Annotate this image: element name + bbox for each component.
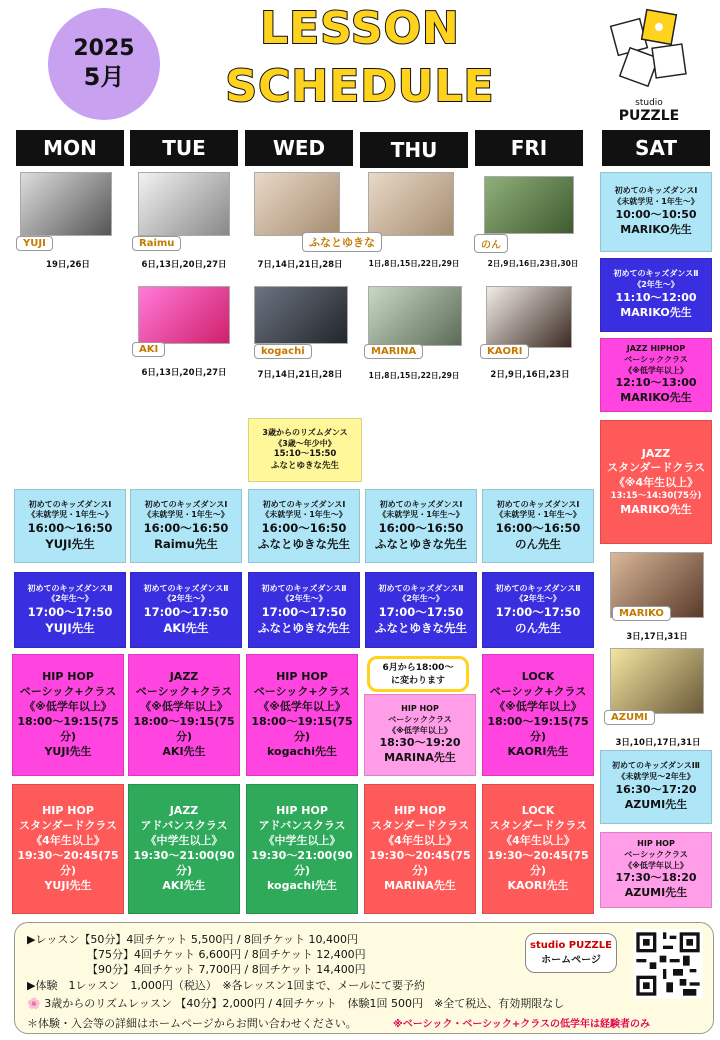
class-time: 16:30～17:20	[615, 782, 697, 796]
class-sub: 《※低学年以上》	[24, 700, 112, 714]
class-kids2-thu	[365, 572, 477, 648]
class-genre: HIP HOP	[42, 804, 94, 818]
instructor-name-tag: MARIKO	[612, 606, 671, 621]
class-teacher: KAORI先生	[507, 744, 569, 758]
class-time: 19:30～21:00(90分)	[251, 849, 353, 877]
class-kids1-mon	[14, 489, 126, 563]
class-time: 16:00～16:50	[27, 521, 113, 536]
qr-code-icon[interactable]	[633, 929, 703, 999]
class-basic-thu	[364, 694, 476, 776]
class-genre: HIP HOP	[637, 838, 675, 848]
class-adv-wed	[246, 784, 358, 914]
class-genre: JAZZ	[169, 804, 199, 818]
class-adv-thu	[364, 784, 476, 914]
class-sat-kids1	[600, 172, 712, 252]
class-teacher: AKI先生	[163, 620, 209, 635]
class-teacher: のん先生	[515, 620, 561, 635]
instructor-photo-kaori	[486, 286, 572, 348]
badge-line1: studio PUZZLE	[530, 940, 612, 951]
note-line1: 6月から18:00～	[382, 663, 454, 673]
class-genre: JAZZ	[641, 446, 671, 460]
class-time: 18:00～19:15(75分)	[487, 715, 589, 743]
class-sub: 《4年生以上》	[31, 834, 105, 848]
class-sub: 《2年生～》	[398, 594, 444, 604]
class-title: 初めてのキッズダンスⅠ	[144, 499, 228, 509]
class-kids2-mon	[14, 572, 126, 648]
logo-name: PUZZLE	[618, 108, 680, 124]
contact-line: ＊体験・入会等の詳細はホームページからお問い合わせください。	[27, 1017, 357, 1030]
class-sat-jazzhiphop	[600, 338, 712, 412]
instructor-dates: 2日,9日,16日,23日	[490, 370, 570, 380]
instructor-name-tag: Raimu	[132, 236, 181, 251]
instructor-photo-aki	[138, 286, 230, 344]
instructor-photo-azumi	[610, 648, 704, 714]
class-title: スタンダードクラス	[606, 461, 705, 475]
day-fri: FRI	[475, 130, 583, 166]
class-teacher: AZUMI先生	[624, 797, 688, 811]
day-wed: WED	[245, 130, 353, 166]
class-teacher: AKI先生	[162, 744, 206, 758]
instructor-dates: 3日,10日,17日,31日	[615, 738, 701, 748]
class-time: 17:30～18:20	[615, 871, 697, 885]
class-sub: 《※低学年以上》	[624, 860, 688, 870]
class-teacher: ふなとゆきな先生	[375, 536, 467, 551]
class-sub: 《※低学年以上》	[140, 700, 228, 714]
instructor-dates: 3日,17日,31日	[626, 632, 688, 642]
class-kids1-tue	[130, 489, 242, 563]
instructor-name-tag: kogachi	[254, 344, 312, 359]
class-basic-mon	[12, 654, 124, 776]
class-title: スタンダードクラス	[488, 819, 587, 833]
class-title: ベーシック+クラス	[253, 685, 351, 699]
class-sub: 《2年生～》	[163, 594, 209, 604]
class-time: 17:00～17:50	[261, 605, 347, 620]
class-title: ベーシック+クラス	[135, 685, 233, 699]
instructor-photo-non	[484, 176, 574, 234]
class-sat-kids12	[600, 750, 712, 824]
class-genre: LOCK	[521, 804, 555, 818]
class-time: 13:15～14:30(75分)	[610, 491, 702, 502]
class-title: 初めてのキッズダンスⅡ	[27, 583, 113, 593]
class-teacher: ふなとゆきな先生	[258, 620, 350, 635]
class-title: 初めてのキッズダンスⅠ	[496, 499, 580, 509]
class-title: 初めてのキッズダンスⅠⅡ	[612, 761, 700, 771]
class-time: 16:00～16:50	[261, 521, 347, 536]
class-time: 17:00～17:50	[143, 605, 229, 620]
class-kids2-wed	[248, 572, 360, 648]
class-sub: 《2年生～》	[47, 594, 93, 604]
instructor-name-tag: MARINA	[364, 344, 423, 359]
class-title: 初めてのキッズダンスⅡ	[495, 583, 581, 593]
class-title: スタンダードクラス	[18, 819, 117, 833]
class-sub: 《4年生以上》	[383, 834, 457, 848]
trial-line: ▶体験 1レッスン 1,000円（税込） ※各レッスン1回まで、メールにて要予約	[27, 979, 426, 992]
class-teacher: ふなとゆきな先生	[258, 536, 350, 551]
instructor-dates: 2日,9日,16日,23日,30日	[487, 259, 579, 268]
day-thu: THU	[360, 132, 468, 168]
instructor-dates: 7日,14日,21日,28日	[257, 370, 343, 380]
class-adv-fri	[482, 784, 594, 914]
class-time: 15:10～15:50	[273, 449, 337, 460]
class-sub: 《※低学年以上》	[258, 700, 346, 714]
class-time: 12:10～13:00	[615, 376, 697, 390]
class-title: ベーシッククラス	[624, 354, 688, 364]
class-sub: 《3歳～年少中》	[274, 438, 336, 448]
class-adv-mon	[12, 784, 124, 914]
class-teacher: Raimu先生	[154, 536, 218, 551]
class-kids2-fri	[482, 572, 594, 648]
class-sub: 《4年生以上》	[501, 834, 575, 848]
instructor-name-tag: KAORI	[480, 344, 529, 359]
day-mon: MON	[16, 130, 124, 166]
class-sub: 《未就学児・1年生～》	[143, 510, 229, 520]
class-sub: 《未就学児・1年生～》	[27, 510, 113, 520]
pricing-info	[14, 922, 714, 1034]
class-title: 初めてのキッズダンスⅠ	[262, 499, 346, 509]
class-teacher: YUJI先生	[45, 620, 95, 635]
instructor-photo-funato1	[254, 172, 340, 236]
class-title: アドバンスクラス	[258, 819, 346, 833]
price-line-75: 【75分】4回チケット 6,600円 / 8回チケット 12,400円	[87, 948, 366, 961]
class-teacher: MARIKO先生	[620, 305, 692, 319]
class-teacher: YUJI先生	[44, 744, 92, 758]
instructor-name-tag: のん	[474, 234, 508, 253]
class-title: ベーシック+クラス	[489, 685, 587, 699]
instructor-name-tag: AZUMI	[604, 710, 655, 725]
class-time: 19:30～20:45(75分)	[369, 849, 471, 877]
class-teacher: ふなとゆきな先生	[270, 460, 339, 471]
note-line2: に変わります	[390, 676, 445, 686]
price-line-90: 【90分】4回チケット 7,700円 / 8回チケット 14,400円	[87, 963, 366, 976]
basic-note: ※ベーシック・ベーシック+クラスの低学年は経験者のみ	[393, 1019, 651, 1030]
instructor-photo-funato2	[368, 172, 454, 236]
class-sub: 《未就学児～2年生》	[617, 772, 695, 782]
instructor-photo-marina	[368, 286, 462, 346]
class-sub: 《※4年生以上》	[613, 476, 699, 490]
class-title: ベーシッククラス	[388, 714, 452, 724]
class-teacher: MARINA先生	[384, 751, 456, 765]
class-basic-fri	[482, 654, 594, 776]
class-title: 初めてのキッズダンスⅡ	[613, 269, 699, 279]
puzzle-icon	[606, 8, 692, 96]
class-teacher: MARINA先生	[384, 878, 456, 892]
class-sub: 《2年生～》	[515, 594, 561, 604]
class-time: 17:00～17:50	[27, 605, 113, 620]
class-genre: HIP HOP	[401, 703, 439, 713]
class-title: ベーシッククラス	[624, 849, 688, 859]
instructor-dates: 6日,13日,20日,27日	[141, 368, 227, 378]
class-sat-jazz	[600, 420, 712, 544]
class-title: 初めてのキッズダンスⅡ	[378, 583, 464, 593]
class-adv-tue	[128, 784, 240, 914]
class-time: 16:00～16:50	[378, 521, 464, 536]
class-time: 18:00～19:15(75分)	[251, 715, 353, 743]
class-time: 18:00～19:15(75分)	[17, 715, 119, 743]
year: 2025	[73, 36, 135, 61]
class-sub: 《未就学児・1年生～》	[378, 510, 464, 520]
instructor-name-tag: AKI	[132, 342, 165, 357]
class-time: 16:00～16:50	[495, 521, 581, 536]
class-genre: JAZZ	[169, 670, 199, 684]
class-time: 16:00～16:50	[143, 521, 229, 536]
class-teacher: ふなとゆきな先生	[375, 620, 467, 635]
instructor-name-tag: YUJI	[16, 236, 53, 251]
class-time: 10:00～10:50	[615, 207, 697, 221]
class-sub: 《中学生以上》	[145, 834, 223, 848]
class-time: 17:00～17:50	[495, 605, 581, 620]
class-sub: 《2年生～》	[633, 280, 679, 290]
class-basic-tue	[128, 654, 240, 776]
class-kids1-thu	[365, 489, 477, 563]
class-time: 17:00～17:50	[378, 605, 464, 620]
class-time: 11:10～12:00	[615, 290, 697, 304]
class-sub: 《※低学年以上》	[494, 700, 582, 714]
rhythm-class	[248, 418, 362, 482]
class-kids2-tue	[130, 572, 242, 648]
class-genre: HIP HOP	[276, 804, 328, 818]
class-title: 初めてのキッズダンスⅡ	[261, 583, 347, 593]
instructor-dates: 6日,13日,20日,27日	[141, 260, 227, 270]
class-title: ベーシック+クラス	[19, 685, 117, 699]
instructor-photo-yuji	[20, 172, 112, 236]
class-time: 18:00～19:15(75分)	[133, 715, 235, 743]
class-teacher: AZUMI先生	[624, 886, 688, 900]
schedule-change-note	[367, 656, 469, 692]
title-line2: SCHEDULE	[225, 61, 495, 112]
class-time: 19:30～20:45(75分)	[487, 849, 589, 877]
class-sub: 《中学生以上》	[263, 834, 341, 848]
instructor-photo-raimu	[138, 172, 230, 236]
class-teacher: MARIKO先生	[620, 222, 692, 236]
month-badge	[48, 8, 160, 120]
title-line1: LESSON	[260, 3, 460, 54]
day-tue: TUE	[130, 130, 238, 166]
class-sub: 《未就学児・1年生～》	[613, 197, 699, 207]
class-teacher: MARIKO先生	[620, 502, 692, 516]
class-sub: 《※低学年以上》	[388, 725, 452, 735]
homepage-badge[interactable]	[525, 933, 617, 973]
class-title: 初めてのキッズダンスⅠ	[614, 186, 698, 196]
class-title: 3歳からのリズムダンス	[262, 427, 348, 437]
class-genre: HIP HOP	[276, 670, 328, 684]
class-sat-kids2	[600, 258, 712, 332]
class-title: アドバンスクラス	[140, 819, 228, 833]
class-sub: 《※低学年以上》	[624, 365, 688, 375]
class-genre: HIP HOP	[394, 804, 446, 818]
class-teacher: YUJI先生	[45, 536, 95, 551]
class-kids1-fri	[482, 489, 594, 563]
class-genre: LOCK	[521, 670, 555, 684]
instructor-name-tag: ふなとゆきな	[302, 232, 382, 252]
class-teacher: kogachi先生	[267, 878, 337, 892]
class-title: スタンダードクラス	[370, 819, 469, 833]
class-time: 19:30～20:45(75分)	[17, 849, 119, 877]
price-line-50: ▶レッスン【50分】4回チケット 5,500円 / 8回チケット 10,400円	[27, 933, 359, 946]
badge-line2: ホームページ	[541, 955, 601, 966]
class-sub: 《未就学児・1年生～》	[261, 510, 347, 520]
month: 5月	[83, 63, 125, 91]
instructor-dates: 7日,14日,21日,28日	[257, 260, 343, 270]
class-sat-hiphop	[600, 832, 712, 908]
class-genre: HIP HOP	[42, 670, 94, 684]
rhythm-price-line: 🌸 3歳からのリズムレッスン 【40分】2,000円 / 4回チケット 体験1回 500円 ※全て税込、有効期限なし	[27, 997, 565, 1010]
class-teacher: のん先生	[515, 536, 561, 551]
class-sub: 《2年生～》	[281, 594, 327, 604]
class-sub: 《未就学児・1年生～》	[495, 510, 581, 520]
class-teacher: KAORI先生	[507, 878, 569, 892]
class-teacher: kogachi先生	[267, 744, 337, 758]
instructor-dates: 1日,8日,15日,22日,29日	[368, 371, 460, 380]
logo-sub: studio	[635, 98, 663, 108]
class-teacher: YUJI先生	[44, 878, 92, 892]
class-teacher: MARIKO先生	[620, 391, 692, 405]
class-basic-wed	[246, 654, 358, 776]
instructor-photo-kogachi	[254, 286, 348, 344]
studio-logo	[606, 8, 692, 124]
class-time: 19:30～21:00(90分)	[133, 849, 235, 877]
class-title: 初めてのキッズダンスⅠ	[379, 499, 463, 509]
class-genre: JAZZ HIPHOP	[626, 343, 686, 353]
class-kids1-wed	[248, 489, 360, 563]
instructor-dates: 1日,8日,15日,22日,29日	[368, 259, 460, 268]
class-teacher: AKI先生	[162, 878, 206, 892]
class-title: 初めてのキッズダンスⅠ	[28, 499, 112, 509]
day-sat: SAT	[602, 130, 710, 166]
instructor-dates: 19日,26日	[46, 260, 90, 270]
class-title: 初めてのキッズダンスⅡ	[143, 583, 229, 593]
class-time: 18:30～19:20	[379, 736, 461, 750]
